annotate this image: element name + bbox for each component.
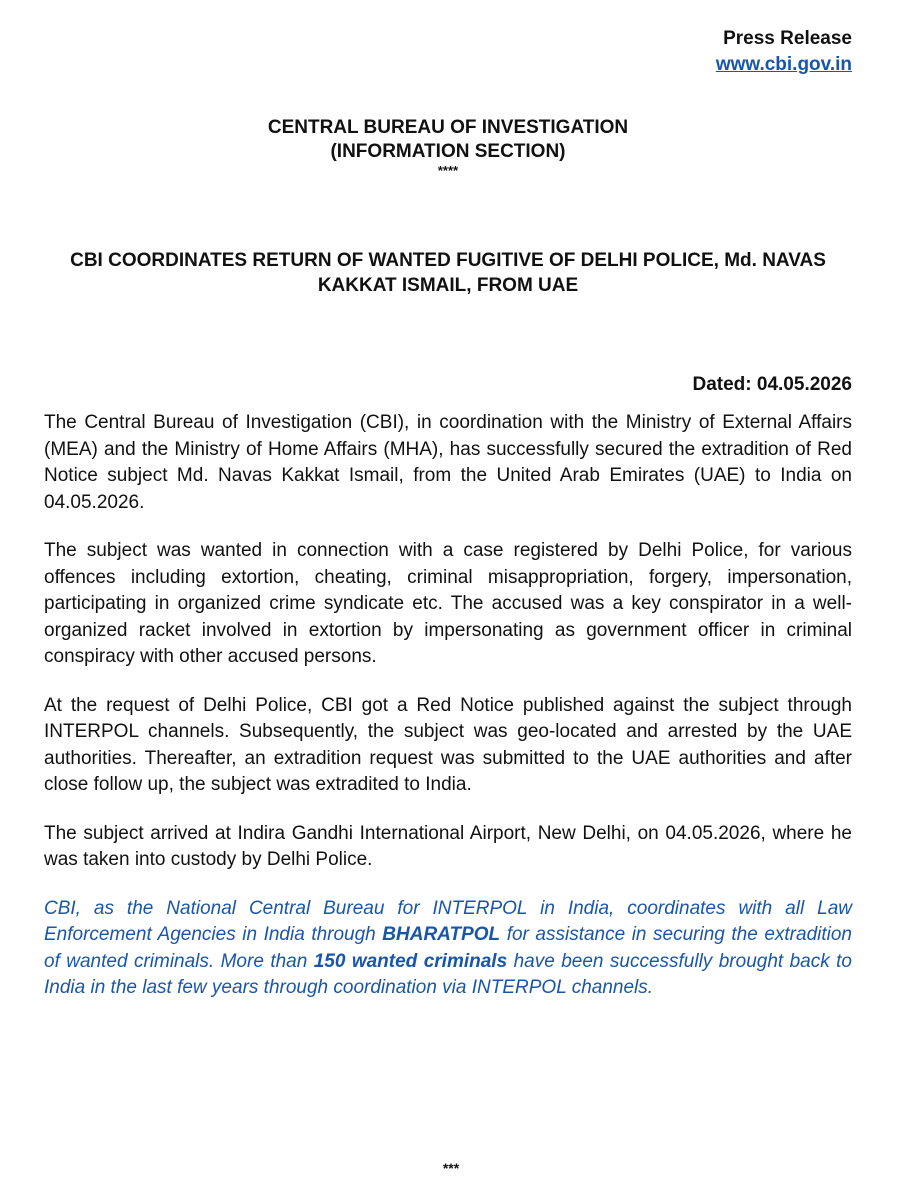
press-release-label: Press Release bbox=[723, 28, 852, 49]
paragraph-3: At the request of Delhi Police, CBI got a Red Notice published against the subject through INTERPOL channels. Subsequently, the subject was geo-located and arrested by the UAE authorities. Thereafter, an extradition request was submitted to the UAE authorities and after close follow up, the subject was extradited to India. bbox=[44, 694, 852, 795]
agency-name: CENTRAL BUREAU OF INVESTIGATION bbox=[267, 117, 629, 138]
header-stars: **** bbox=[437, 163, 459, 178]
paragraph-2: The subject was wanted in connection with a case registered by Delhi Police, for various offences including extortion, cheating, criminal misappropriation, forgery, impersonation, participating in organized crime syndicate etc. The accused was a key conspirator in a well-organized racket involved in extortion by impersonating as government officer in criminal conspiracy with other accused persons. bbox=[44, 540, 852, 667]
paragraph-1: The Central Bureau of Investigation (CBI), in coordination with the Ministry of External Affairs (MEA) and the Ministry of Home Affairs (MHA), has successfully secured the extradition of Red Notice subject Md. Navas Kakkat Ismail, from the United Arab Emirates (UAE) to India on 04.05.2026. bbox=[44, 412, 852, 513]
section-name: (INFORMATION SECTION) bbox=[330, 141, 566, 162]
website-link[interactable]: www.cbi.gov.in bbox=[715, 54, 852, 75]
end-marker: *** bbox=[442, 1160, 460, 1176]
release-title: CBI COORDINATES RETURN OF WANTED FUGITIVE OF DELHI POLICE, Md. NAVAS KAKKAT ISMAIL, FROM UAE bbox=[70, 250, 826, 296]
agency-header bbox=[44, 116, 852, 178]
wanted-count-emphasis: 150 wanted criminals bbox=[313, 950, 508, 972]
closing-text-3: have been successfully brought back to India in the last few years through coordination via INTERPOL channels. bbox=[44, 950, 852, 998]
release-date: Dated: 04.05.2026 bbox=[692, 374, 852, 395]
paragraph-4: The subject arrived at Indira Gandhi International Airport, New Delhi, on 04.05.2026, where he was taken into custody by Delhi Police. bbox=[44, 822, 852, 870]
press-header bbox=[44, 26, 852, 78]
closing-text-1: CBI, as the National Central Bureau for INTERPOL in India, coordinates with all Law Enforcement Agencies in India through bbox=[44, 897, 852, 945]
press-release-page bbox=[44, 26, 852, 1002]
closing-text-2: for assistance in securing the extradition of wanted criminals. More than bbox=[44, 924, 852, 972]
bharatpol-emphasis: BHARATPOL bbox=[382, 924, 501, 945]
closing-paragraph bbox=[44, 896, 852, 1002]
